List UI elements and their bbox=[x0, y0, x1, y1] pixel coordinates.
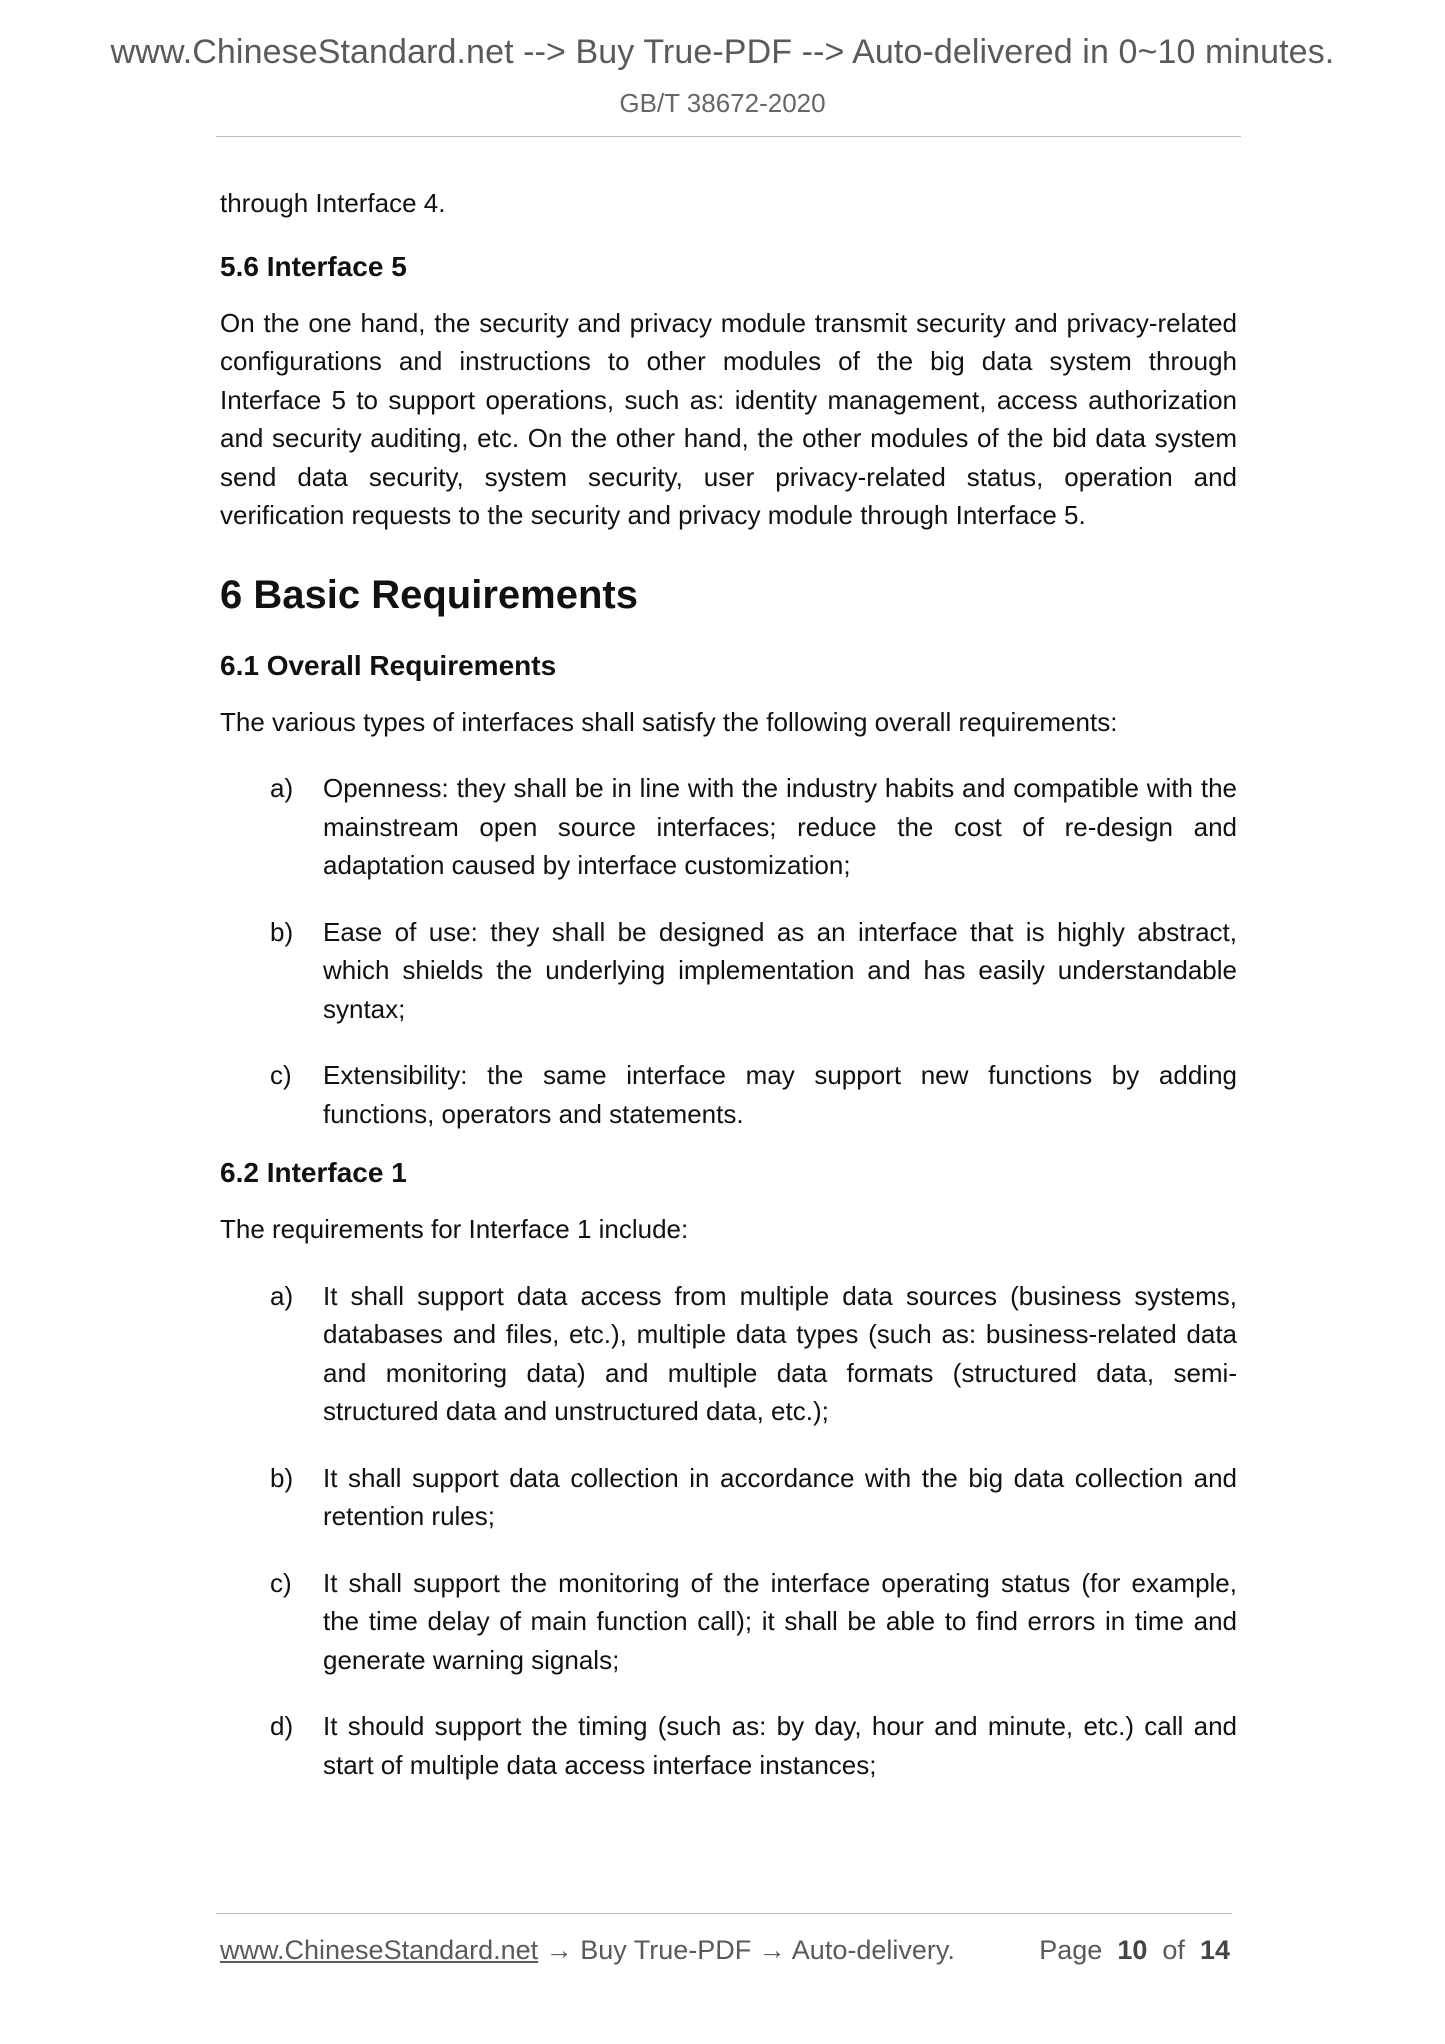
list-item bbox=[220, 769, 1237, 885]
footer-buy-text: Buy True-PDF bbox=[580, 1935, 752, 1965]
list-item-text: Extensibility: the same interface may support new functions by adding functions, operators and statements. bbox=[323, 1060, 1237, 1129]
footer-divider bbox=[216, 1913, 1232, 1914]
arrow-right-icon: → bbox=[758, 1935, 786, 1965]
list-item-text: It shall support data access from multiple data sources (business systems, databases and files, etc.), multiple data types (such as: business-related data and monitoring data) and multiple data formats (structured data, semi-structured data and unstructured data, etc.); bbox=[323, 1280, 1237, 1426]
list-item-text: It shall support data collection in accordance with the big data collection and retention rules; bbox=[323, 1462, 1237, 1531]
list-item bbox=[220, 913, 1237, 1029]
section-6-2-intro: The requirements for Interface 1 include: bbox=[220, 1214, 689, 1244]
list-marker: b) bbox=[270, 916, 294, 947]
footer-site-link[interactable]: www.ChineseStandard.net bbox=[220, 1935, 539, 1965]
list-marker: b) bbox=[270, 1462, 294, 1493]
page-indicator bbox=[1039, 1935, 1230, 1966]
section-6-heading: 6 Basic Requirements bbox=[220, 572, 638, 617]
section-6-1-intro: The various types of interfaces shall satisfy the following overall requirements: bbox=[220, 706, 1118, 737]
page-label: Page bbox=[1039, 1935, 1103, 1965]
list-marker: d) bbox=[270, 1711, 294, 1741]
of-label: of bbox=[1162, 1935, 1185, 1965]
list-marker: c) bbox=[270, 1060, 292, 1090]
list-item-text: It should support the timing (such as: by day, hour and minute, etc.) call and start of multiple data access interface instances; bbox=[323, 1711, 1237, 1780]
list-marker: a) bbox=[270, 1280, 294, 1311]
page-content bbox=[220, 184, 1237, 1784]
continuation-text: through Interface 4. bbox=[220, 188, 446, 218]
document-code: GB/T 38672-2020 bbox=[619, 88, 826, 118]
list-item-text: Ease of use: they shall be designed as an interface that is highly abstract, which shields the underlying implementation and has easily understandable syntax; bbox=[323, 916, 1237, 1024]
section-5-6-heading: 5.6 Interface 5 bbox=[220, 250, 407, 282]
list-item bbox=[220, 1459, 1237, 1536]
list-marker: a) bbox=[270, 773, 294, 803]
footer-delivery-text: Auto-delivery. bbox=[791, 1935, 955, 1965]
arrow-right-icon: → bbox=[545, 1935, 573, 1965]
list-marker: c) bbox=[270, 1567, 292, 1598]
total-pages: 14 bbox=[1199, 1935, 1230, 1965]
list-item bbox=[220, 1056, 1237, 1133]
list-item-text: Openness: they shall be in line with the industry habits and compatible with the mainstream open source interfaces; reduce the cost of re-design and adaptation caused by interface customization; bbox=[323, 773, 1237, 880]
section-6-2-heading: 6.2 Interface 1 bbox=[220, 1157, 407, 1188]
header-divider bbox=[216, 136, 1241, 137]
list-item bbox=[220, 1707, 1237, 1784]
footer-promo bbox=[220, 1935, 955, 1966]
list-item-text: It shall support the monitoring of the interface operating status (for example, the time delay of main function call); it shall be able to find errors in time and generate warning signals; bbox=[323, 1567, 1237, 1675]
list-item bbox=[220, 1277, 1237, 1431]
page-number: 10 bbox=[1117, 1935, 1148, 1965]
list-item bbox=[220, 1564, 1237, 1680]
top-banner[interactable]: www.ChineseStandard.net --> Buy True-PDF --> Auto-delivered in 0~10 minutes. bbox=[110, 33, 1335, 71]
section-5-6-paragraph: On the one hand, the security and privacy module transmit security and privacy-related configurations and instructions to other modules of the big data system through Interface 5 to support operations, such as: identity management, access authorization and security auditing, etc. On the other hand, the other modules of the bid data system send data security, system security, user privacy-related status, operation and verification requests to the security and privacy module through Interface 5. bbox=[220, 307, 1237, 530]
section-6-1-heading: 6.1 Overall Requirements bbox=[220, 649, 557, 681]
